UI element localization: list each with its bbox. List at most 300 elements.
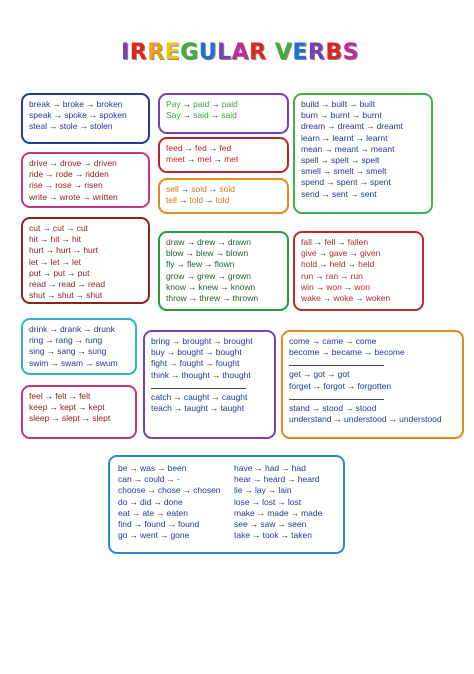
arrow-icon: → xyxy=(74,169,84,180)
arrow-icon: → xyxy=(129,496,138,507)
verb-participle: read xyxy=(88,279,106,290)
verb-past: was xyxy=(139,463,156,473)
arrow-icon: → xyxy=(313,237,323,247)
arrow-icon: → xyxy=(351,110,361,121)
arrow-icon: → xyxy=(166,347,176,358)
arrow-icon: → xyxy=(217,270,226,281)
arrow-icon: → xyxy=(312,380,322,391)
title-letter: R xyxy=(307,40,326,65)
arrow-icon: → xyxy=(48,191,58,202)
arrow-icon: → xyxy=(83,324,92,334)
title-letter: E xyxy=(164,40,181,65)
verb-participle: fought xyxy=(215,358,240,369)
verb-participle: built xyxy=(359,99,376,109)
arrow-icon: → xyxy=(74,335,84,346)
verb-row xyxy=(166,271,281,282)
verb-base: teach xyxy=(151,403,172,414)
verb-past: sold xyxy=(191,184,207,194)
verb-participle: been xyxy=(167,463,187,473)
verb-base: ring xyxy=(29,335,44,346)
title-letter: S xyxy=(342,40,359,65)
verb-group-come xyxy=(281,330,464,439)
arrow-icon: → xyxy=(315,281,325,292)
verb-row xyxy=(301,133,425,144)
verb-participle: - xyxy=(177,474,180,485)
arrow-icon: → xyxy=(318,248,328,259)
verb-row xyxy=(234,530,322,541)
title-letter: V xyxy=(274,40,293,65)
verb-row xyxy=(301,237,416,248)
arrow-icon: → xyxy=(186,154,196,165)
verb-base: give xyxy=(301,248,317,259)
verb-row xyxy=(166,154,281,165)
verb-base: catch xyxy=(151,391,172,402)
arrow-icon: → xyxy=(169,358,178,369)
verb-row xyxy=(301,248,416,259)
arrow-icon: → xyxy=(222,293,231,304)
arrow-icon: → xyxy=(311,402,321,413)
verb-row xyxy=(166,143,281,154)
arrow-icon: → xyxy=(77,346,87,357)
arrow-icon: → xyxy=(73,180,83,191)
verb-row xyxy=(151,370,268,381)
verb-participle: meant xyxy=(370,143,395,154)
title-letter: L xyxy=(217,40,232,65)
verb-row xyxy=(234,508,322,519)
arrow-icon: → xyxy=(287,474,296,485)
verb-participle: blown xyxy=(225,248,249,259)
arrow-icon: → xyxy=(51,413,60,424)
arrow-icon: → xyxy=(166,474,176,485)
arrow-icon: → xyxy=(53,110,63,121)
verb-participle: met xyxy=(224,154,239,165)
verb-group-drink xyxy=(21,318,137,375)
arrow-icon: → xyxy=(252,530,261,541)
verb-past: fed xyxy=(195,143,207,153)
verb-past: cut xyxy=(52,223,65,233)
verb-past: thought xyxy=(181,369,210,380)
verb-base: Say xyxy=(166,110,181,121)
verb-participle: understood xyxy=(399,414,442,425)
arrow-icon: → xyxy=(66,223,75,233)
verb-group-fall xyxy=(293,231,424,311)
verb-row xyxy=(289,336,456,347)
arrow-icon: → xyxy=(364,347,373,358)
verb-participle: thrown xyxy=(232,293,259,304)
verb-row xyxy=(289,369,456,380)
verb-row xyxy=(29,234,142,245)
verb-base: learn xyxy=(301,132,320,143)
verb-base: build xyxy=(301,99,319,109)
separator-line xyxy=(289,358,384,366)
verb-past: let xyxy=(50,256,60,267)
verb-row xyxy=(301,189,425,200)
verb-past: felt xyxy=(55,391,67,401)
verb-base: mean xyxy=(301,143,323,154)
title-letter: R xyxy=(249,40,267,65)
verb-row xyxy=(234,474,322,485)
verb-past: saw xyxy=(260,519,276,530)
page-title xyxy=(120,40,360,65)
verb-base: lose xyxy=(234,496,250,507)
verb-base: stand xyxy=(289,402,310,413)
verb-participle: spent xyxy=(369,177,391,188)
verb-participle: slept xyxy=(92,413,111,424)
arrow-icon: → xyxy=(210,110,220,121)
verb-participle: heard xyxy=(297,474,320,485)
verb-base: be xyxy=(118,463,128,473)
verb-participle: spelt xyxy=(361,155,380,166)
verb-base: fly xyxy=(166,259,175,270)
verb-participle: caught xyxy=(221,391,248,402)
verb-past: meant xyxy=(334,143,359,154)
verb-past: did xyxy=(139,496,152,507)
arrow-icon: → xyxy=(205,195,214,206)
arrow-icon: → xyxy=(49,158,58,168)
arrow-icon: → xyxy=(311,336,321,346)
arrow-icon: → xyxy=(156,507,165,518)
verb-base: put xyxy=(29,267,41,278)
verb-past: smelt xyxy=(333,166,354,177)
verb-participle: run xyxy=(350,270,363,281)
verb-row xyxy=(301,110,425,121)
verb-past: knew xyxy=(198,281,219,292)
verb-row xyxy=(166,184,281,195)
arrow-icon: → xyxy=(327,121,336,132)
arrow-icon: → xyxy=(48,279,57,290)
arrow-icon: → xyxy=(42,267,52,278)
verb-participle: driven xyxy=(93,158,117,168)
verb-row xyxy=(166,237,281,248)
arrow-icon: → xyxy=(68,391,78,401)
arrow-icon: → xyxy=(220,281,229,292)
verb-base: steal xyxy=(29,121,47,132)
verb-base: hold xyxy=(301,259,318,270)
arrow-icon: → xyxy=(157,463,166,473)
arrow-icon: → xyxy=(86,99,95,109)
verb-base: break xyxy=(29,99,51,109)
arrow-icon: → xyxy=(187,281,197,292)
verb-past: wrote xyxy=(59,191,81,202)
verb-participle: brought xyxy=(223,336,253,346)
verb-past: drew xyxy=(196,237,216,247)
verb-past: fought xyxy=(179,358,204,369)
verb-participle: held xyxy=(358,259,375,270)
arrow-icon: → xyxy=(61,256,70,267)
verb-row xyxy=(289,381,456,392)
verb-participle: forgotten xyxy=(357,380,392,391)
verb-participle: grown xyxy=(227,270,252,281)
arrow-icon: → xyxy=(186,270,195,281)
verb-base: let xyxy=(29,256,38,267)
verb-row xyxy=(301,155,425,166)
arrow-icon: → xyxy=(79,121,88,132)
verb-base: blow xyxy=(166,248,184,259)
arrow-icon: → xyxy=(322,166,332,177)
verb-base: draw xyxy=(166,237,185,247)
verb-participle: woken xyxy=(365,293,391,304)
verb-past: ran xyxy=(325,270,339,281)
verb-base: sleep xyxy=(29,413,50,424)
verb-group-bring xyxy=(143,330,276,439)
arrow-icon: → xyxy=(349,248,359,259)
verb-past: heard xyxy=(263,474,286,485)
arrow-icon: → xyxy=(320,99,330,109)
verb-row xyxy=(301,177,425,188)
verb-past: chose xyxy=(157,485,181,496)
verb-base: do xyxy=(118,496,128,507)
arrow-icon: → xyxy=(61,234,70,245)
verb-row xyxy=(301,271,416,282)
verb-row xyxy=(29,290,142,301)
arrow-icon: → xyxy=(290,507,300,518)
verb-group-feed xyxy=(158,137,289,173)
verb-past: gave xyxy=(329,248,348,259)
verb-participle: known xyxy=(230,281,256,292)
verb-row xyxy=(29,180,142,191)
arrow-icon: → xyxy=(45,245,55,256)
verb-past: told xyxy=(189,195,204,206)
arrow-icon: → xyxy=(78,402,87,413)
verb-participle: hurt xyxy=(83,245,98,256)
verb-participle: smelt xyxy=(366,166,387,177)
verb-row xyxy=(289,414,456,425)
verb-base: feel xyxy=(29,391,43,401)
verb-participle: got xyxy=(337,369,350,380)
verb-row xyxy=(29,158,142,169)
verb-row xyxy=(29,391,129,402)
verb-group-drive xyxy=(21,152,150,208)
verb-base: throw xyxy=(166,293,187,304)
verb-participle: drunk xyxy=(93,324,115,334)
verb-row xyxy=(29,324,129,335)
verb-base: tell xyxy=(166,195,177,206)
title-letter: A xyxy=(231,40,250,65)
verb-participle: bought xyxy=(215,347,242,358)
verb-row xyxy=(166,259,281,270)
arrow-icon: → xyxy=(280,530,290,541)
verb-row xyxy=(29,245,142,256)
verb-past: ate xyxy=(142,507,155,518)
arrow-icon: → xyxy=(350,188,359,199)
arrow-icon: → xyxy=(319,259,328,270)
verb-base: forget xyxy=(289,380,311,391)
verb-past: found xyxy=(144,519,166,530)
arrow-icon: → xyxy=(327,369,336,380)
verb-participle: sent xyxy=(360,188,377,199)
verb-past: stood xyxy=(322,402,344,413)
verb-row xyxy=(118,508,221,519)
arrow-icon: → xyxy=(281,463,290,473)
arrow-icon: → xyxy=(320,155,329,166)
verb-past: swam xyxy=(60,357,84,368)
arrow-icon: → xyxy=(355,293,364,304)
verb-participle: spoken xyxy=(99,110,127,121)
arrow-icon: → xyxy=(355,166,365,177)
arrow-icon: → xyxy=(173,403,183,414)
verb-participle: chosen xyxy=(193,485,221,496)
verb-past: hit xyxy=(50,234,60,245)
verb-past: took xyxy=(262,530,279,541)
verb-row xyxy=(29,279,142,290)
verb-participle: burnt xyxy=(362,110,382,121)
verb-participle: given xyxy=(360,248,381,259)
verb-row xyxy=(301,282,416,293)
separator-line xyxy=(151,381,246,389)
arrow-icon: → xyxy=(47,290,56,301)
verb-row xyxy=(301,121,425,132)
verb-past: broke xyxy=(62,99,85,109)
verb-past: blew xyxy=(195,248,214,259)
verb-base: hurt xyxy=(29,245,44,256)
verb-past: rose xyxy=(55,180,72,191)
verb-row xyxy=(166,293,281,304)
verb-participle: made xyxy=(301,507,323,518)
arrow-icon: → xyxy=(82,191,91,202)
arrow-icon: → xyxy=(178,195,188,206)
arrow-icon: → xyxy=(360,143,369,154)
verb-participle: gone xyxy=(170,530,190,541)
arrow-icon: → xyxy=(349,99,358,109)
arrow-icon: → xyxy=(153,496,162,507)
verb-row xyxy=(29,169,142,180)
arrow-icon: → xyxy=(208,184,218,194)
verb-past: spelt xyxy=(330,155,349,166)
verb-base: fight xyxy=(151,358,168,369)
verb-past: brought xyxy=(182,336,212,346)
title-letter xyxy=(267,40,275,65)
verb-group-feel xyxy=(21,385,137,439)
verb-row xyxy=(166,282,281,293)
verb-row xyxy=(301,293,416,304)
verb-past: sang xyxy=(57,346,76,357)
verb-past: caught xyxy=(183,391,210,402)
verb-participle: told xyxy=(215,195,230,206)
verb-participle: ridden xyxy=(85,169,109,180)
arrow-icon: → xyxy=(388,414,398,425)
verb-past: understood xyxy=(344,414,387,425)
arrow-icon: → xyxy=(39,234,49,245)
arrow-icon: → xyxy=(343,281,353,292)
verb-base: keep xyxy=(29,402,48,413)
arrow-icon: → xyxy=(188,293,198,304)
verb-base: go xyxy=(118,530,128,541)
verb-row xyxy=(29,121,142,132)
verb-past: lay xyxy=(255,485,266,496)
verb-row xyxy=(29,99,142,110)
arrow-icon: → xyxy=(77,279,87,290)
arrow-icon: → xyxy=(244,485,254,496)
verb-base: become xyxy=(289,347,320,358)
verb-row xyxy=(118,474,221,485)
verb-past: said xyxy=(193,110,209,121)
verb-participle: done xyxy=(163,496,183,507)
arrow-icon: → xyxy=(182,110,192,121)
verb-base: speak xyxy=(29,110,52,121)
verb-row xyxy=(29,402,129,413)
verb-past: became xyxy=(331,347,362,358)
verb-past: taught xyxy=(184,403,208,414)
arrow-icon: → xyxy=(256,507,266,518)
verb-base: drink xyxy=(29,324,48,334)
verb-row xyxy=(118,530,221,541)
arrow-icon: → xyxy=(326,177,335,188)
arrow-icon: → xyxy=(209,403,219,414)
arrow-icon: → xyxy=(347,380,356,391)
verb-participle: had xyxy=(291,463,306,473)
verb-past: slept xyxy=(61,413,80,424)
verb-group-misc xyxy=(108,455,345,554)
title-letter: B xyxy=(325,40,343,65)
verb-base: choose xyxy=(118,485,146,496)
verb-past: could xyxy=(144,474,165,485)
arrow-icon: → xyxy=(131,507,141,518)
arrow-icon: → xyxy=(321,132,331,143)
arrow-icon: → xyxy=(355,132,365,143)
arrow-icon: → xyxy=(147,485,156,496)
verb-group-draw xyxy=(158,231,289,311)
arrow-icon: → xyxy=(324,143,333,154)
verb-row xyxy=(234,485,322,496)
arrow-icon: → xyxy=(267,485,277,496)
arrow-icon: → xyxy=(88,110,98,121)
verb-participle: said xyxy=(221,110,237,121)
title-letter: I xyxy=(121,40,130,65)
arrow-icon: → xyxy=(211,369,221,380)
verb-base: take xyxy=(234,530,251,541)
arrow-icon: → xyxy=(205,347,214,358)
verb-base: have xyxy=(234,463,253,473)
arrow-icon: → xyxy=(321,347,330,358)
verb-past: burnt xyxy=(330,110,350,121)
verb-participle: stood xyxy=(355,402,377,413)
verb-participle: eaten xyxy=(166,507,188,518)
verb-past: went xyxy=(139,530,158,541)
verb-participle: sung xyxy=(88,346,107,357)
verb-row xyxy=(234,463,322,474)
verb-base: run xyxy=(301,270,314,281)
arrow-icon: → xyxy=(215,248,224,259)
verb-participle: felt xyxy=(79,391,91,401)
arrow-icon: → xyxy=(205,358,214,369)
arrow-icon: → xyxy=(39,256,49,267)
verb-group-break xyxy=(21,93,150,144)
verb-participle: won xyxy=(354,281,370,292)
arrow-icon: → xyxy=(173,391,182,402)
arrow-icon: → xyxy=(366,121,375,132)
arrow-icon: → xyxy=(81,413,91,424)
arrow-icon: → xyxy=(167,519,176,530)
verb-participle: rung xyxy=(85,335,103,346)
arrow-icon: → xyxy=(277,496,286,507)
verb-base: meet xyxy=(166,154,185,165)
verb-base: eat xyxy=(118,507,130,518)
verb-past: held xyxy=(329,259,346,270)
verb-row xyxy=(301,99,425,110)
verb-base: hear xyxy=(234,474,252,485)
verb-column-left xyxy=(118,463,221,541)
verb-participle: come xyxy=(355,336,377,346)
verb-base: can xyxy=(118,474,132,485)
verb-past: had xyxy=(264,463,280,473)
arrow-icon: → xyxy=(320,110,329,121)
verb-row xyxy=(234,497,322,508)
verb-base: lie xyxy=(234,485,243,496)
verb-base: write xyxy=(29,191,47,202)
arrow-icon: → xyxy=(159,530,169,541)
verb-base: hit xyxy=(29,234,38,245)
arrow-icon: → xyxy=(350,155,360,166)
